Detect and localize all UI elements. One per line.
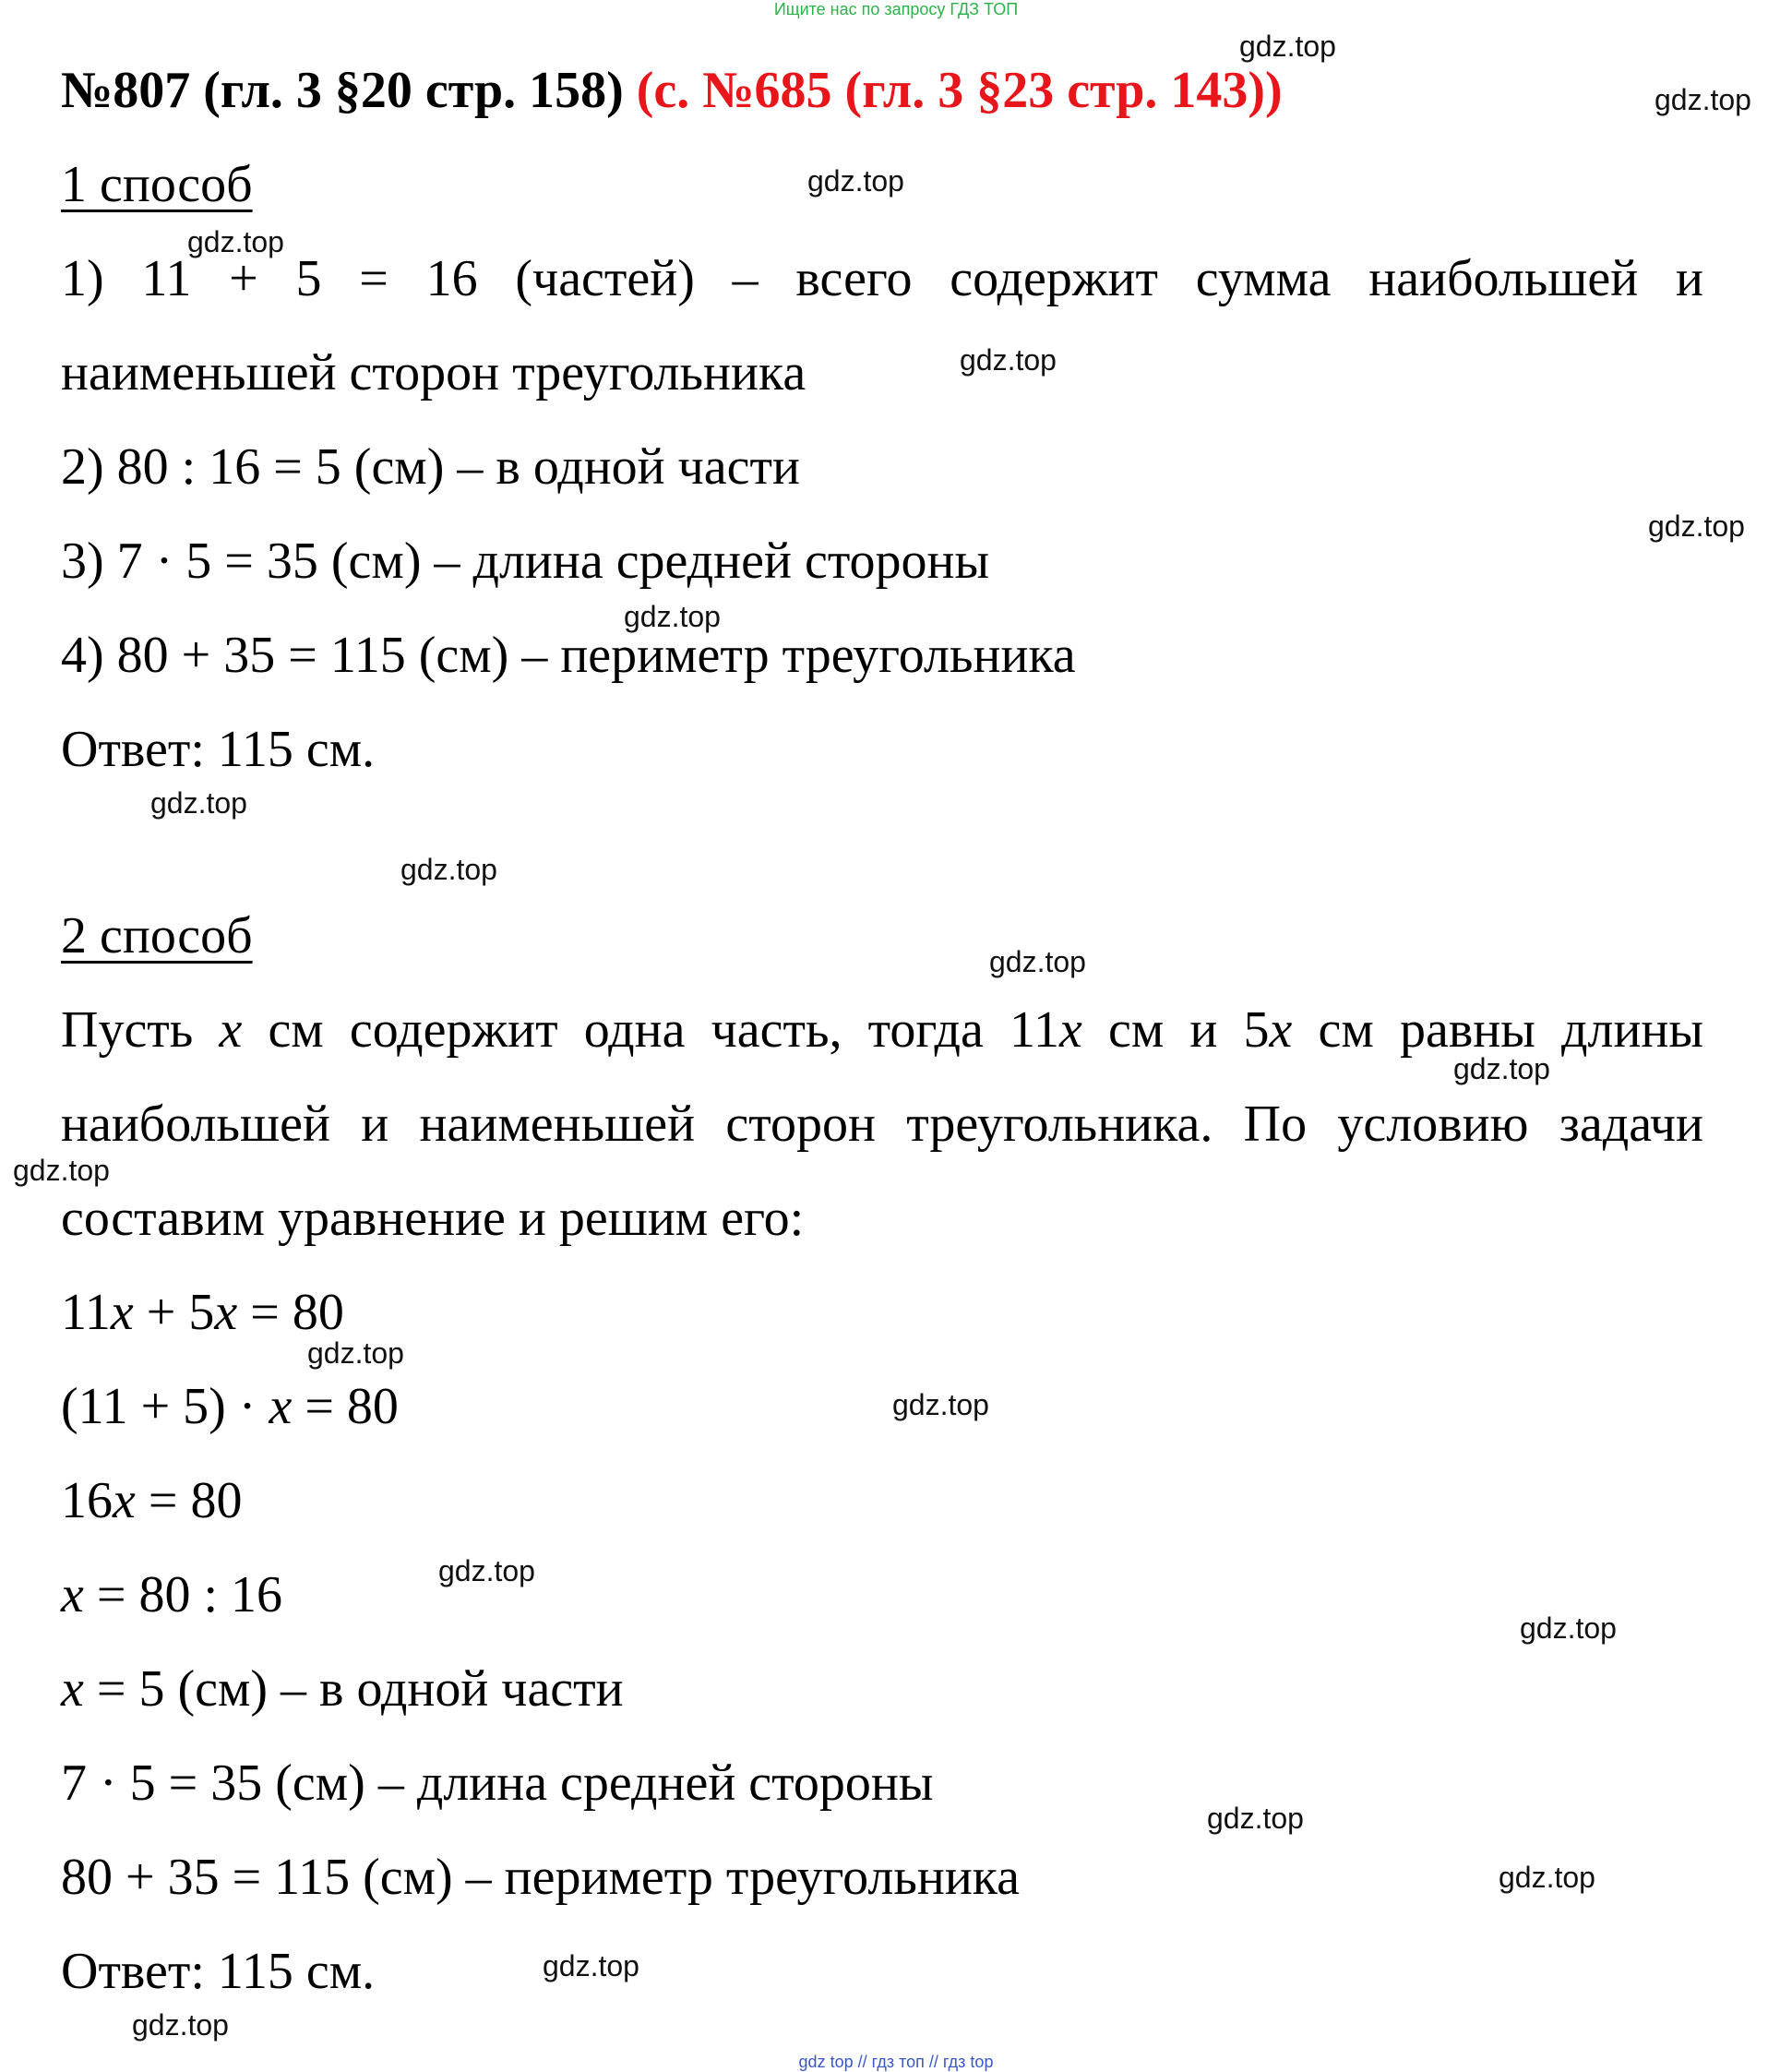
site-note-top: Ищите нас по запросу ГДЗ ТОП: [773, 0, 1019, 18]
method2-answer: Ответ: 115 см.: [61, 1943, 376, 2000]
method1-step3: 3) 7 · 5 = 35 (см) – длина средней стороны: [61, 533, 990, 590]
watermark: gdz.top: [807, 164, 904, 198]
watermark: gdz.top: [960, 343, 1057, 377]
method1-title: 1 способ: [61, 156, 253, 213]
watermark: gdz.top: [1655, 83, 1751, 116]
method2-step-perimeter: 80 + 35 = 115 (см) – периметр треугольника: [61, 1849, 1021, 1906]
method2-title: 2 способ: [61, 907, 253, 964]
watermark: gdz.top: [1499, 1861, 1595, 1894]
method2-intro: Пусть x см содержит одна часть, тогда 11x см и 5x см равны длины: [61, 1001, 1704, 1059]
equation-5: x = 5 (см) – в одной части: [61, 1660, 624, 1718]
watermark: gdz.top: [543, 1949, 639, 1982]
site-note-bottom: gdz top // гдз топ // гдз top: [798, 2053, 994, 2071]
watermark: gdz.top: [400, 853, 497, 886]
method2-intro-end: составим уравнение и решим его:: [61, 1190, 805, 1247]
watermark: gdz.top: [989, 945, 1086, 978]
method1-answer: Ответ: 115 см.: [61, 721, 376, 778]
equation-4: x = 80 : 16: [61, 1566, 282, 1623]
watermark: gdz.top: [187, 225, 284, 258]
watermark: gdz.top: [1239, 30, 1336, 63]
watermark: gdz.top: [1520, 1611, 1617, 1645]
watermark: gdz.top: [892, 1388, 989, 1421]
method2-step-middle: 7 · 5 = 35 (см) – длина средней стороны: [61, 1755, 934, 1812]
watermark: gdz.top: [624, 600, 721, 633]
method1-step1-cont: наименьшей сторон треугольника: [61, 344, 806, 401]
watermark: gdz.top: [1648, 509, 1745, 543]
method1-step1: 1) 11 + 5 = 16 (частей) – всего содержит сумма наибольшей и: [61, 250, 1703, 307]
watermark: gdz.top: [1453, 1052, 1550, 1085]
method2-intro-cont: наибольшей и наименьшей сторон треугольника. По условию задачи: [61, 1096, 1703, 1153]
equation-1: 11x + 5x = 80: [61, 1284, 344, 1341]
watermark: gdz.top: [307, 1336, 404, 1370]
method1-step4: 4) 80 + 35 = 115 (см) – периметр треугольника: [61, 627, 1076, 684]
equation-3: 16x = 80: [61, 1472, 243, 1529]
watermark: gdz.top: [1207, 1802, 1304, 1835]
problem-number: №807 (гл. 3 §20 стр. 158): [61, 62, 624, 119]
watermark: gdz.top: [438, 1554, 535, 1587]
method1-step2: 2) 80 : 16 = 5 (см) – в одной части: [61, 438, 800, 496]
problem-header: [61, 61, 1283, 120]
watermark: gdz.top: [132, 2008, 229, 2042]
equation-2: (11 + 5) · x = 80: [61, 1378, 399, 1435]
watermark: gdz.top: [150, 786, 247, 820]
problem-alt-number: (с. №685 (гл. 3 §23 стр. 143)): [636, 62, 1283, 119]
watermark: gdz.top: [13, 1154, 110, 1187]
